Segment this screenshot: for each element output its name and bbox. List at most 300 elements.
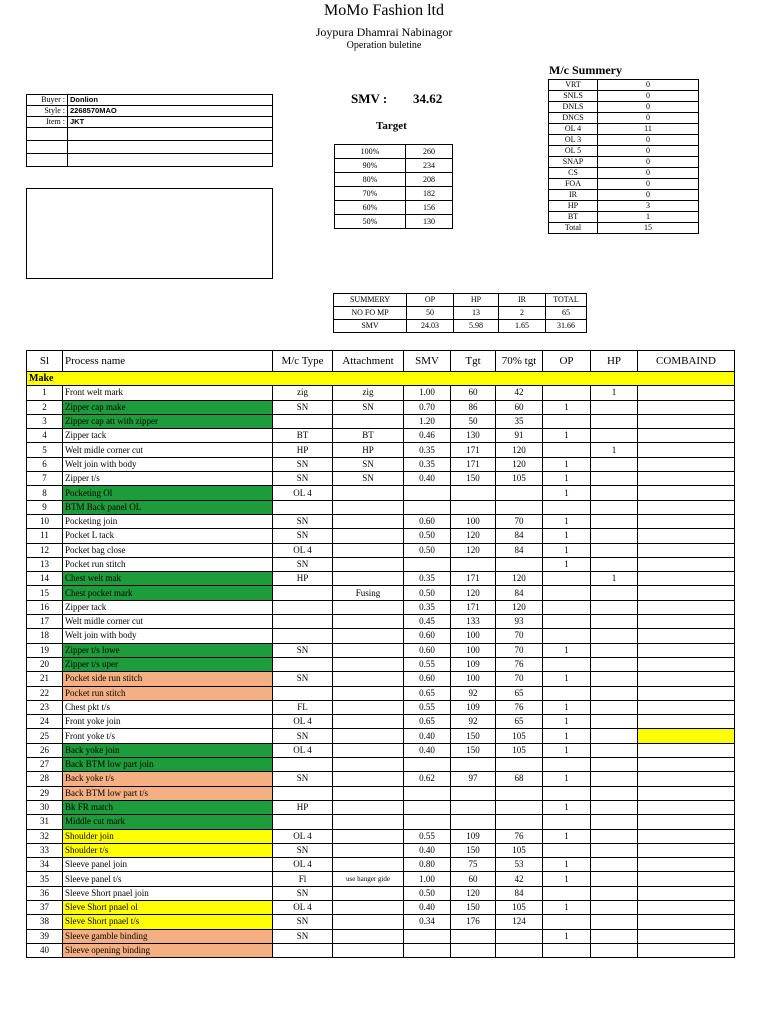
mc-type: Total	[549, 223, 598, 234]
attachment	[333, 629, 404, 643]
header-process-name: Process name	[63, 351, 273, 372]
row-sl: 18	[27, 629, 63, 643]
tgt-value: 130	[451, 429, 496, 443]
mc-qty: 0	[598, 91, 699, 102]
company-name: MoMo Fashion ltd	[323, 2, 444, 19]
hp-count	[591, 872, 638, 886]
mc-type	[273, 500, 333, 514]
op-count: 1	[543, 472, 591, 486]
table-row	[27, 786, 735, 800]
mc-type	[273, 629, 333, 643]
target-pct: 90%	[335, 159, 406, 173]
tgt70-value: 65	[496, 715, 543, 729]
buyer-info-table	[26, 94, 273, 167]
smv-value: 0.40	[404, 743, 451, 757]
op-count: 1	[543, 400, 591, 414]
hp-count	[591, 758, 638, 772]
smv-value	[404, 557, 451, 571]
attachment: Fusing	[333, 586, 404, 600]
hp-count	[591, 729, 638, 743]
combaind	[638, 443, 735, 457]
op-count	[543, 615, 591, 629]
combaind	[638, 643, 735, 657]
op-count	[543, 943, 591, 957]
mc-type	[273, 786, 333, 800]
combaind	[638, 586, 735, 600]
process-name: Back BTM low part join	[63, 758, 273, 772]
smv-value: 0.35	[404, 600, 451, 614]
attachment	[333, 529, 404, 543]
tgt-value: 75	[451, 858, 496, 872]
tgt-value: 100	[451, 672, 496, 686]
mc-summary-row	[549, 223, 699, 234]
op-count: 1	[543, 715, 591, 729]
table-row	[27, 500, 735, 514]
process-name: Sleeve panel join	[63, 858, 273, 872]
attachment	[333, 657, 404, 671]
table-row	[27, 900, 735, 914]
row-sl: 37	[27, 900, 63, 914]
combaind	[638, 629, 735, 643]
attachment: BT	[333, 429, 404, 443]
tgt-value: 176	[451, 915, 496, 929]
mc-type	[273, 615, 333, 629]
summary-cell: 31.66	[546, 320, 587, 333]
tgt70-value: 65	[496, 686, 543, 700]
tgt70-value: 120	[496, 600, 543, 614]
process-name: Welt midle corner cut	[63, 615, 273, 629]
row-sl: 1	[27, 386, 63, 400]
smv-value: 0.45	[404, 615, 451, 629]
smv-value: 0.35	[404, 572, 451, 586]
attachment	[333, 643, 404, 657]
summary-header: TOTAL	[546, 294, 587, 307]
op-count: 1	[543, 643, 591, 657]
hp-count	[591, 600, 638, 614]
process-name: Back yoke t/s	[63, 772, 273, 786]
summary-cell: NO FO MP	[334, 307, 407, 320]
combaind	[638, 514, 735, 528]
header-sl: Sl	[27, 351, 63, 372]
summary-cell: 13	[454, 307, 499, 320]
tgt-value: 120	[451, 886, 496, 900]
op-count	[543, 386, 591, 400]
combaind	[638, 615, 735, 629]
hp-count: 1	[591, 443, 638, 457]
combaind	[638, 657, 735, 671]
row-sl: 2	[27, 400, 63, 414]
table-row	[27, 872, 735, 886]
hp-count	[591, 686, 638, 700]
attachment	[333, 786, 404, 800]
table-row	[27, 615, 735, 629]
tgt-value: 100	[451, 643, 496, 657]
mc-type: BT	[549, 212, 598, 223]
summary-header: IR	[499, 294, 546, 307]
tgt-value: 150	[451, 900, 496, 914]
table-row	[27, 443, 735, 457]
mc-type: OL 4	[273, 900, 333, 914]
hp-count	[591, 586, 638, 600]
tgt-value	[451, 800, 496, 814]
row-sl: 32	[27, 829, 63, 843]
tgt70-value: 84	[496, 886, 543, 900]
combaind	[638, 500, 735, 514]
summary-cell: 50	[407, 307, 454, 320]
row-sl: 7	[27, 472, 63, 486]
hp-count	[591, 929, 638, 943]
tgt70-value: 70	[496, 514, 543, 528]
mc-type: OL 4	[273, 715, 333, 729]
mc-summary-title: M/c Summery	[549, 63, 622, 77]
tgt-value: 120	[451, 586, 496, 600]
mc-qty: 1	[598, 212, 699, 223]
buyer-value: Donlion	[68, 95, 273, 106]
tgt-value: 133	[451, 615, 496, 629]
table-row	[27, 858, 735, 872]
mc-type: HP	[273, 443, 333, 457]
tgt70-value: 84	[496, 543, 543, 557]
row-sl: 22	[27, 686, 63, 700]
attachment	[333, 686, 404, 700]
tgt70-value: 84	[496, 586, 543, 600]
smv-value: 1.00	[404, 386, 451, 400]
mc-type: VRT	[549, 80, 598, 91]
op-count: 1	[543, 900, 591, 914]
target-pct: 60%	[335, 201, 406, 215]
mc-summary-row	[549, 124, 699, 135]
table-row	[27, 572, 735, 586]
combaind	[638, 786, 735, 800]
combaind	[638, 858, 735, 872]
table-row	[27, 886, 735, 900]
tgt70-value	[496, 758, 543, 772]
tgt70-value: 76	[496, 829, 543, 843]
mc-summary-table	[548, 79, 699, 234]
table-row	[27, 543, 735, 557]
smv-value: 0.55	[404, 829, 451, 843]
hp-count	[591, 514, 638, 528]
hp-count	[591, 700, 638, 714]
tgt-value: 109	[451, 657, 496, 671]
attachment	[333, 900, 404, 914]
table-row	[27, 429, 735, 443]
smv-value: 34.62	[413, 91, 443, 106]
mc-type: SN	[273, 514, 333, 528]
mc-type	[273, 586, 333, 600]
tgt70-value: 76	[496, 657, 543, 671]
table-row	[27, 829, 735, 843]
hp-count	[591, 843, 638, 857]
target-val: 182	[406, 187, 453, 201]
header-mc-type: M/c Type	[273, 351, 333, 372]
mc-type: SN	[273, 472, 333, 486]
mc-type: SN	[273, 843, 333, 857]
hp-count	[591, 429, 638, 443]
hp-count: 1	[591, 572, 638, 586]
summary-table	[333, 293, 587, 333]
combaind	[638, 429, 735, 443]
tgt70-value: 70	[496, 672, 543, 686]
process-name: Welt midle corner cut	[63, 443, 273, 457]
document-title: Operation buletine	[346, 40, 422, 51]
smv-value: 0.65	[404, 686, 451, 700]
smv-value: 0.50	[404, 529, 451, 543]
tgt-value: 50	[451, 414, 496, 428]
table-row	[27, 486, 735, 500]
mc-qty: 0	[598, 80, 699, 91]
target-val: 260	[406, 145, 453, 159]
header-attachment: Attachment	[333, 351, 404, 372]
tgt70-value: 105	[496, 729, 543, 743]
attachment	[333, 543, 404, 557]
combaind	[638, 729, 735, 743]
row-sl: 14	[27, 572, 63, 586]
summary-cell: 5.98	[454, 320, 499, 333]
smv-value: 0.40	[404, 729, 451, 743]
attachment	[333, 729, 404, 743]
smv-value	[404, 500, 451, 514]
mc-summary-row	[549, 201, 699, 212]
hp-count	[591, 543, 638, 557]
op-count: 1	[543, 672, 591, 686]
attachment	[333, 858, 404, 872]
process-name: Shoulder t/s	[63, 843, 273, 857]
op-count: 1	[543, 858, 591, 872]
combaind	[638, 672, 735, 686]
hp-count	[591, 786, 638, 800]
smv-value: 0.50	[404, 543, 451, 557]
mc-type: SN	[273, 729, 333, 743]
mc-type: OL 4	[273, 743, 333, 757]
op-count	[543, 657, 591, 671]
tgt-value: 171	[451, 443, 496, 457]
table-row	[27, 557, 735, 571]
row-sl: 25	[27, 729, 63, 743]
process-name: Sleve Short pnael ol	[63, 900, 273, 914]
smv-value: 0.40	[404, 472, 451, 486]
mc-summary-row	[549, 146, 699, 157]
row-sl: 20	[27, 657, 63, 671]
smv-value: 0.62	[404, 772, 451, 786]
process-name: Welt join with body	[63, 457, 273, 471]
header-op: OP	[543, 351, 591, 372]
tgt70-value	[496, 943, 543, 957]
process-name: Pocket side run stitch	[63, 672, 273, 686]
op-count: 1	[543, 543, 591, 557]
row-sl: 40	[27, 943, 63, 957]
mc-qty: 15	[598, 223, 699, 234]
op-count	[543, 758, 591, 772]
summary-cell: 65	[546, 307, 587, 320]
combaind	[638, 472, 735, 486]
smv-value	[404, 486, 451, 500]
op-count	[543, 600, 591, 614]
hp-count	[591, 829, 638, 843]
hp-count	[591, 414, 638, 428]
table-row	[27, 915, 735, 929]
header-70-tgt: 70% tgt	[496, 351, 543, 372]
smv-value: 0.60	[404, 514, 451, 528]
op-count	[543, 500, 591, 514]
table-row	[27, 400, 735, 414]
combaind	[638, 386, 735, 400]
mc-type: OL 4	[273, 829, 333, 843]
tgt-value: 60	[451, 386, 496, 400]
tgt-value: 150	[451, 743, 496, 757]
style-value: 2268570MAO	[68, 106, 273, 117]
combaind	[638, 572, 735, 586]
row-sl: 9	[27, 500, 63, 514]
mc-qty: 0	[598, 157, 699, 168]
process-name: Zipper tack	[63, 429, 273, 443]
hp-count	[591, 943, 638, 957]
table-row	[27, 758, 735, 772]
table-row	[27, 529, 735, 543]
tgt-value	[451, 943, 496, 957]
mc-type: OL 4	[273, 486, 333, 500]
op-count	[543, 586, 591, 600]
tgt-value: 171	[451, 572, 496, 586]
mc-type: SN	[273, 929, 333, 943]
row-sl: 33	[27, 843, 63, 857]
hp-count	[591, 657, 638, 671]
row-sl: 39	[27, 929, 63, 943]
target-pct: 70%	[335, 187, 406, 201]
op-count: 1	[543, 529, 591, 543]
mc-qty: 0	[598, 135, 699, 146]
mc-summary-row	[549, 212, 699, 223]
combaind	[638, 915, 735, 929]
process-name: Zipper cap att with zipper	[63, 414, 273, 428]
row-sl: 5	[27, 443, 63, 457]
hp-count	[591, 915, 638, 929]
tgt70-value: 120	[496, 443, 543, 457]
process-name: Pocket run stitch	[63, 557, 273, 571]
op-count: 1	[543, 743, 591, 757]
smv-value: 0.65	[404, 715, 451, 729]
attachment	[333, 486, 404, 500]
process-name: Middle cut mark	[63, 815, 273, 829]
attachment	[333, 929, 404, 943]
style-label: Style :	[27, 106, 68, 117]
op-count: 1	[543, 557, 591, 571]
smv-value	[404, 786, 451, 800]
table-row	[27, 743, 735, 757]
tgt70-value: 105	[496, 900, 543, 914]
mc-qty: 3	[598, 201, 699, 212]
op-count	[543, 843, 591, 857]
table-row	[27, 457, 735, 471]
op-count: 1	[543, 486, 591, 500]
process-name: Pocketing join	[63, 514, 273, 528]
tgt-value: 120	[451, 543, 496, 557]
smv-value	[404, 943, 451, 957]
smv-value: 0.60	[404, 629, 451, 643]
tgt-value: 86	[451, 400, 496, 414]
target-pct: 100%	[335, 145, 406, 159]
target-pct: 80%	[335, 173, 406, 187]
summary-header: OP	[407, 294, 454, 307]
tgt-value: 60	[451, 872, 496, 886]
combaind	[638, 543, 735, 557]
op-count: 1	[543, 872, 591, 886]
item-label: Item :	[27, 117, 68, 128]
row-sl: 23	[27, 700, 63, 714]
smv-value: 0.40	[404, 843, 451, 857]
table-row	[27, 772, 735, 786]
smv-value: 0.50	[404, 586, 451, 600]
row-sl: 4	[27, 429, 63, 443]
op-count: 1	[543, 514, 591, 528]
tgt70-value	[496, 786, 543, 800]
smv-value: 0.60	[404, 672, 451, 686]
op-count	[543, 686, 591, 700]
row-sl: 30	[27, 800, 63, 814]
tgt70-value: 91	[496, 429, 543, 443]
mc-type: OL 4	[549, 124, 598, 135]
tgt70-value: 76	[496, 700, 543, 714]
smv-value: 1.20	[404, 414, 451, 428]
row-sl: 34	[27, 858, 63, 872]
hp-count	[591, 629, 638, 643]
smv-label: SMV :	[351, 91, 388, 106]
combaind	[638, 486, 735, 500]
hp-count	[591, 800, 638, 814]
table-row	[27, 843, 735, 857]
mc-summary-row	[549, 179, 699, 190]
attachment	[333, 715, 404, 729]
hp-count	[591, 472, 638, 486]
mc-type: SN	[273, 886, 333, 900]
combaind	[638, 772, 735, 786]
tgt-value: 120	[451, 529, 496, 543]
combaind	[638, 815, 735, 829]
tgt70-value: 105	[496, 743, 543, 757]
tgt-value	[451, 929, 496, 943]
attachment	[333, 500, 404, 514]
process-name: Sleeve Short pnael join	[63, 886, 273, 900]
mc-summary-row	[549, 91, 699, 102]
row-sl: 31	[27, 815, 63, 829]
op-count: 1	[543, 772, 591, 786]
mc-summary-row	[549, 113, 699, 124]
notes-box	[26, 188, 273, 279]
target-table	[334, 144, 453, 229]
attachment	[333, 800, 404, 814]
mc-type: SN	[273, 557, 333, 571]
process-name: Chest pkt t/s	[63, 700, 273, 714]
mc-type: OL 3	[549, 135, 598, 146]
smv-value	[404, 929, 451, 943]
mc-type: FL	[273, 700, 333, 714]
tgt70-value: 105	[496, 472, 543, 486]
attachment	[333, 557, 404, 571]
tgt70-value: 93	[496, 615, 543, 629]
row-sl: 10	[27, 514, 63, 528]
row-sl: 6	[27, 457, 63, 471]
tgt70-value: 105	[496, 843, 543, 857]
op-count	[543, 414, 591, 428]
hp-count	[591, 772, 638, 786]
mc-type: SN	[273, 643, 333, 657]
combaind	[638, 457, 735, 471]
combaind	[638, 686, 735, 700]
mc-qty: 0	[598, 179, 699, 190]
target-val: 234	[406, 159, 453, 173]
op-count: 1	[543, 429, 591, 443]
smv-value	[404, 815, 451, 829]
